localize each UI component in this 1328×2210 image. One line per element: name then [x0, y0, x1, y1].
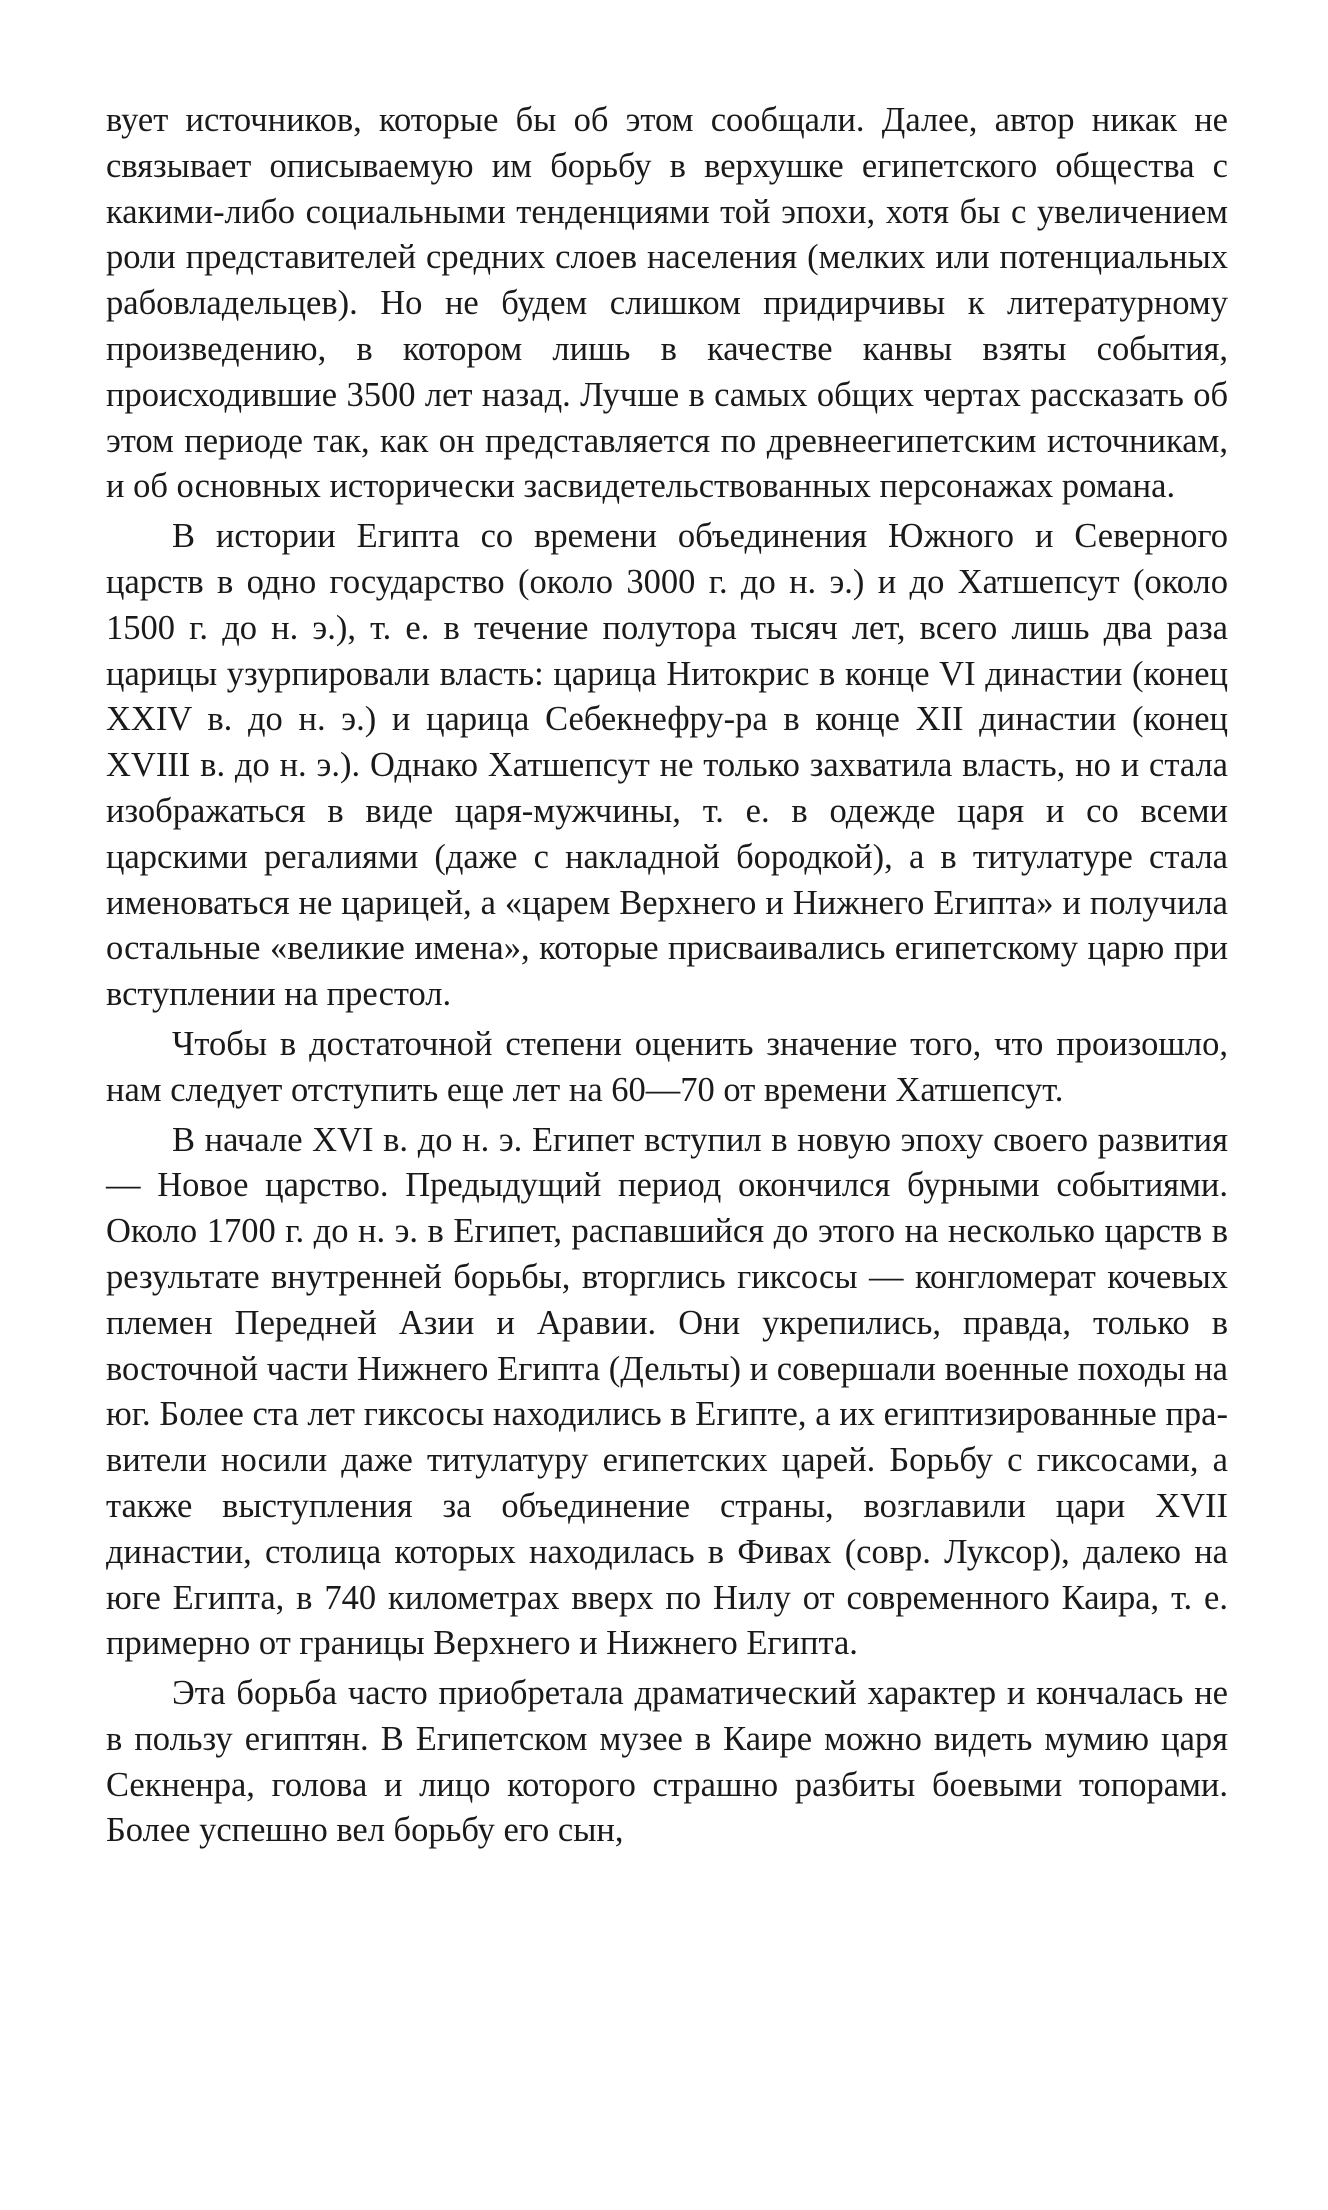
paragraph-1: вует источников, которые бы об этом сообщали. Далее, автор никак не связывает описываемую им борьбу в верхушке египетского общества с какими-либо социальными тенденциями той эпохи, хотя бы с увеличением роли представителей средних слоев населения (мелких или потенциальных рабовладельцев). Но не будем слишком придирчивы к литературному произведению, в котором лишь в качестве канвы взяты события, происходившие 3500 лет назад. Лучше в самых общих чертах рассказать об этом периоде так, как он представляется по древнеегипетским источникам, и об основных исторически засвидетельствованных персонажах романа.: [106, 101, 1228, 506]
paragraph-2: В истории Египта со времени объединения Южного и Северного царств в одно государство (около 3000 г. до н. э.) и до Хатшепсут (около 1500 г. до н. э.), т. е. в течение полутора тысяч лет, всего лишь два раза царицы узурпировали власть: царица Нитокрис в конце VI династии (конец XXIV в. до н. э.) и царица Себекнефру-ра в конце XII династии (конец XVIII в. до н. э.). Однако Хатшепсут не только захватила власть, но и стала изображаться в виде царя-мужчины, т. е. в одежде царя и со всеми царскими регалиями (даже с накладной бородкой), а в титулатуре стала именоваться не царицей, а «царем Верхнего и Нижнего Египта» и получила остальные «великие имена», которые присваивались египетскому царю при вступлении на престол.: [106, 517, 1228, 1014]
page-body: [106, 98, 1228, 1858]
paragraph-3: Чтобы в достаточной степени оценить значение того, что произошло, нам следует отступить еще лет на 60—70 от времени Хатшепсут.: [106, 1024, 1228, 1109]
paragraph-5: Эта борьба часто приобретала драматический характер и кончалась не в пользу египтян. В Египетском музее в Каире можно видеть мумию царя Секненра, голова и лицо которого страшно разбиты боевыми топорами. Более успешно вел борьбу его сын,: [106, 1674, 1228, 1850]
paragraph-4: В начале XVI в. до н. э. Египет вступил в новую эпоху своего развития — Новое царство. Предыдущий период окончился бурными событиями. Около 1700 г. до н. э. в Египет, распавшийся до этого на несколько царств в результате внутренней борьбы, вторглись гиксосы — конгломерат кочевых племен Передней Азии и Аравии. Они укрепились, правда, только в восточной части Нижнего Египта (Дельты) и совершали военные походы на юг. Более ста лет гиксосы находились в Египте, а их египтизированные правители носили даже титулатуру египетских царей. Борьбу с гиксосами, а также выступления за объединение страны, возглавили цари XVII династии, столица которых находилась в Фивах (совр. Луксор), далеко на юге Египта, в 740 километрах вверх по Нилу от современного Каира, т. е. примерно от границы Верхнего и Нижнего Египта.: [106, 1120, 1228, 1663]
